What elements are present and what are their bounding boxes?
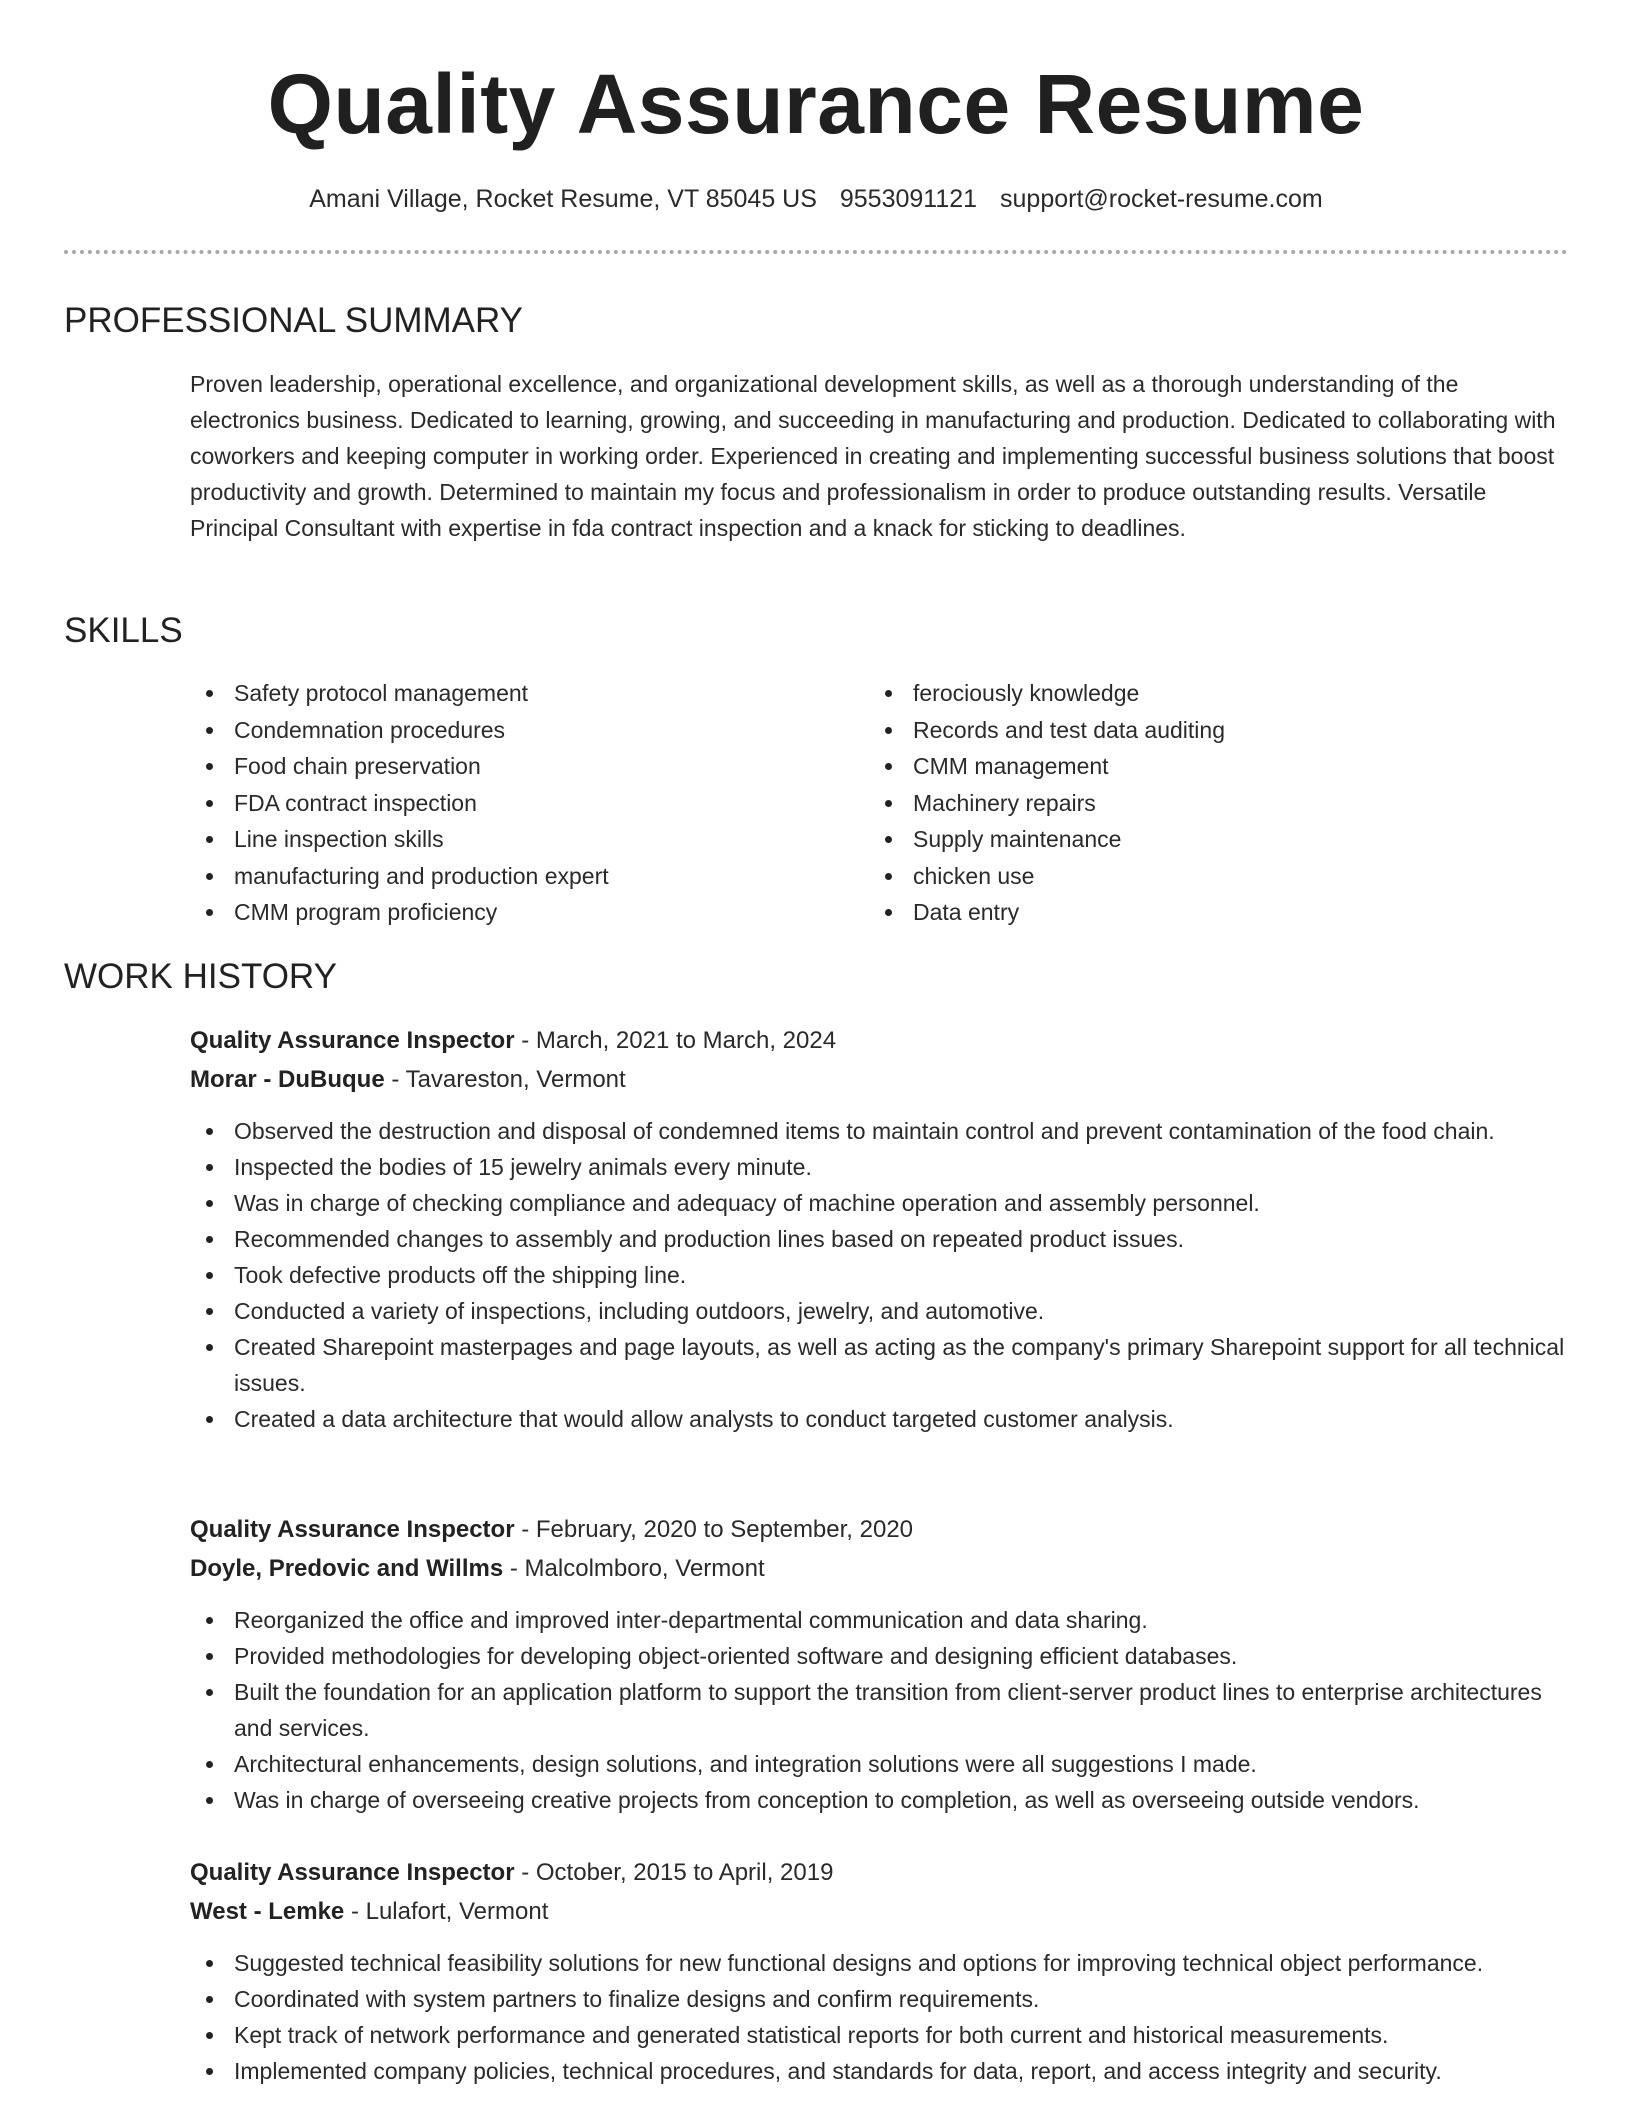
job-bullet: Built the foundation for an application platform to support the transition from client-server product lines to enterprise architectures and services. [190,1674,1582,1746]
job-title: Quality Assurance Inspector [190,1027,515,1054]
contact-phone: 9553091121 [839,185,978,213]
skill-item: ferociously knowledge [869,675,1509,712]
job-bullet: Created a data architecture that would allow analysts to conduct targeted customer analysis. [190,1401,1582,1437]
job-bullet: Suggested technical feasibility solutions for new functional designs and options for improving technical object performance. [190,1945,1582,1981]
skill-item: Data entry [869,894,1509,931]
job-bullet: Recommended changes to assembly and production lines based on repeated product issues. [190,1221,1582,1257]
job-bullet: Observed the destruction and disposal of condemned items to maintain control and prevent contamination of the food chain. [190,1113,1582,1149]
resume-title: Quality Assurance Resume [267,57,1365,151]
section-heading-skills: SKILLS [64,611,183,650]
skill-item: Safety protocol management [190,675,830,712]
skill-item: Line inspection skills [190,821,830,858]
job-company-line [190,1550,1580,1589]
job-title: Quality Assurance Inspector [190,1516,515,1543]
job-location: - Lulafort, Vermont [344,1897,549,1925]
job-bullets [190,1113,1582,1437]
contact-address: Amani Village, Rocket Resume, VT 85045 US [309,185,817,213]
job-bullet: Architectural enhancements, design solutions, and integration solutions were all suggestions I made. [190,1746,1582,1782]
skill-item: Food chain preservation [190,748,830,785]
header-divider [64,250,1568,254]
job-title: Quality Assurance Inspector [190,1859,515,1886]
job-bullets [190,1602,1582,1818]
skill-item: FDA contract inspection [190,785,830,822]
job-dates: - October, 2015 to April, 2019 [514,1859,834,1886]
job-company: Doyle, Predovic and Willms [190,1554,504,1582]
job-entry [190,1511,1580,1818]
job-company-line [190,1893,1580,1932]
job-bullet: Kept track of network performance and generated statistical reports for both current and historical measurements. [190,2017,1582,2053]
job-bullet: Inspected the bodies of 15 jewelry animals every minute. [190,1149,1582,1185]
skill-item: Machinery repairs [869,785,1509,822]
job-bullets [190,1945,1582,2089]
job-dates: - March, 2021 to March, 2024 [514,1027,837,1054]
job-bullet: Was in charge of checking compliance and adequacy of machine operation and assembly personnel. [190,1185,1582,1221]
job-bullet: Provided methodologies for developing object-oriented software and designing efficient databases. [190,1638,1582,1674]
skill-item: Records and test data auditing [869,712,1509,749]
job-title-line [190,1022,1580,1061]
skills-list-left [190,675,830,931]
job-company: Morar - DuBuque [190,1065,385,1093]
summary-text: Proven leadership, operational excellence, and organizational development skills, as well as a thorough understanding of the electronics business. Dedicated to learning, growing, and succeeding in manufacturing and production. Dedicated to collaborating with coworkers and keeping computer in working order. Experienced in creating and implementing successful business solutions that boost productivity and growth. Determined to maintain my focus and professionalism in order to produce outstanding results. Versatile Principal Consultant with expertise in fda contract inspection and a knack for sticking to deadlines. [190,371,1556,541]
job-bullet: Took defective products off the shipping line. [190,1257,1582,1293]
skill-item: manufacturing and production expert [190,858,830,895]
skill-item: chicken use [869,858,1509,895]
job-dates: - February, 2020 to September, 2020 [514,1516,914,1543]
job-company: West - Lemke [190,1897,345,1925]
job-bullet: Created Sharepoint masterpages and page layouts, as well as acting as the company's primary Sharepoint support for all technical issues. [190,1329,1582,1401]
job-bullet: Coordinated with system partners to finalize designs and confirm requirements. [190,1981,1582,2017]
job-entry [190,1854,1580,2089]
job-bullet: Was in charge of overseeing creative projects from conception to completion, as well as overseeing outside vendors. [190,1782,1582,1818]
job-location: - Tavareston, Vermont [384,1065,626,1093]
job-bullet: Reorganized the office and improved inter-departmental communication and data sharing. [190,1602,1582,1638]
skill-item: CMM management [869,748,1509,785]
contact-line [0,182,1632,216]
section-heading-work-history: WORK HISTORY [64,957,337,996]
skill-item: Supply maintenance [869,821,1509,858]
job-title-line [190,1511,1580,1550]
job-location: - Malcolmboro, Vermont [503,1554,765,1582]
job-title-line [190,1854,1580,1893]
skills-list-right [869,675,1509,931]
section-heading-summary: PROFESSIONAL SUMMARY [64,301,523,340]
job-bullet: Conducted a variety of inspections, including outdoors, jewelry, and automotive. [190,1293,1582,1329]
job-entry [190,1022,1580,1437]
job-bullet: Implemented company policies, technical procedures, and standards for data, report, and access integrity and security. [190,2053,1582,2089]
skill-item: CMM program proficiency [190,894,830,931]
contact-email: support@rocket-resume.com [1000,185,1323,213]
job-company-line [190,1061,1580,1100]
skill-item: Condemnation procedures [190,712,830,749]
